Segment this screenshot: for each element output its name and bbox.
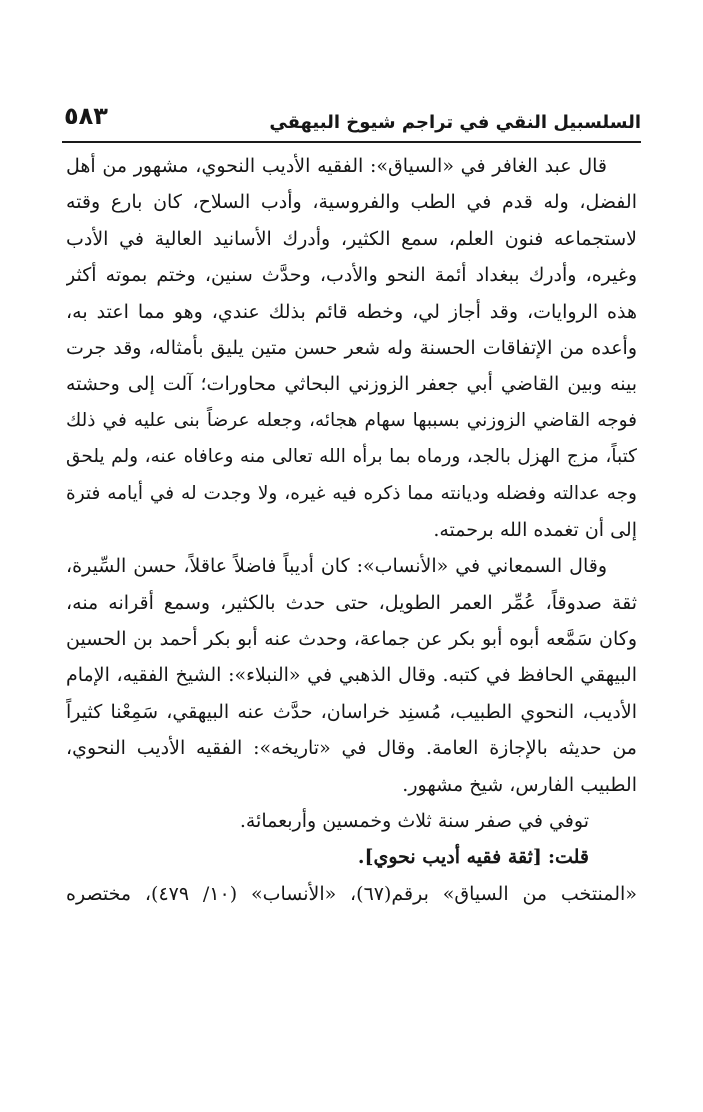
text-line: وغيره، وأدرك ببغداد أئمة النحو والأدب، وحدَّث سنين، وختم بموته أكثر bbox=[66, 264, 637, 287]
text-line: توفي في صفر سنة ثلاث وخمسين وأربعمائة. bbox=[239, 810, 589, 833]
text-line: وجه عدالته وفضله وديانته مما ذكره فيه غيره، ولا وجدت له في أيامه فترة bbox=[66, 482, 637, 504]
text-line: وقال السمعاني في «الأنساب»: كان أديباً فاضلاً عاقلاً، حسن السِّيرة، bbox=[66, 555, 607, 578]
text-line: لاستجماعه فنون العلم، سمع الكثير، وأدرك الأسانيد العالية في الأدب bbox=[66, 227, 637, 250]
text-line: كتباً، مزج الهزل بالجد، ورماه بما برأه الله تعالى منه وعافاه عنه، ولم يلحق bbox=[66, 446, 637, 468]
text-line: إلى أن تغمده الله برحمته. bbox=[433, 518, 637, 541]
text-line: بينه وبين القاضي أبي جعفر الزوزني البحاثي محاورات؛ آلت إلى وحشته bbox=[66, 373, 637, 396]
text-line: «المنتخب من السياق» برقم(٦٧)، «الأنساب» (١٠/ ٤٧٩)، مختصره bbox=[66, 882, 637, 905]
text-line: البيهقي الحافظ في كتبه. وقال الذهبي في «النبلاء»: الشيخ الفقيه، الإمام bbox=[66, 664, 637, 687]
text-line: قال عبد الغافر في «السياق»: الفقيه الأديب النحوي، مشهور من أهل bbox=[66, 155, 607, 177]
text-line: هذه الروايات، وقد أجاز لي، وخطه قائم بذلك عندي، وهو مما اعتد به، bbox=[66, 300, 637, 323]
text-line: الفضل، وله قدم في الطب والفروسية، وأدب السلاح، كان بارع وقته bbox=[66, 191, 637, 214]
verdict-label: قلت: bbox=[547, 846, 589, 869]
verdict-text: [ثقة فقيه أديب نحوي]. bbox=[357, 846, 542, 869]
body-text bbox=[66, 148, 637, 912]
text-line: ثقة صدوقاً، عُمِّر العمر الطويل، حتى حدث بالكثير، وسمع أقرانه منه، bbox=[66, 591, 637, 614]
page-number: ٥٨٣ bbox=[64, 102, 108, 130]
text-line: من حديثه بالإجازة العامة. وقال في «تاريخه»: الفقيه الأديب النحوي، bbox=[66, 737, 637, 760]
text-line: وأعده من الإتفاقات الحسنة وله شعر حسن متين يليق بأمثاله، وقد جرت bbox=[66, 336, 637, 359]
text-line: وكان سَمَّعه أبوه أبو بكر عن جماعة، وحدث عنه أبو بكر أحمد بن الحسين bbox=[66, 628, 637, 651]
text-line: الأديب، النحوي الطبيب، مُسنِد خراسان، حدَّث عنه البيهقي، سَمِعْنا كثيراً bbox=[66, 700, 637, 723]
page-header bbox=[62, 96, 641, 138]
text-line: الطبيب الفارس، شيخ مشهور. bbox=[402, 773, 637, 796]
verdict-line bbox=[66, 839, 637, 875]
header-rule bbox=[62, 141, 641, 143]
running-title: السلسبيل النقي في تراجم شيوخ البيهقي bbox=[269, 112, 641, 133]
text-line: فوجه القاضي الزوزني بسببها سهام هجائه، وجعله عرضاً بنى عليه في ذلك bbox=[66, 409, 637, 431]
